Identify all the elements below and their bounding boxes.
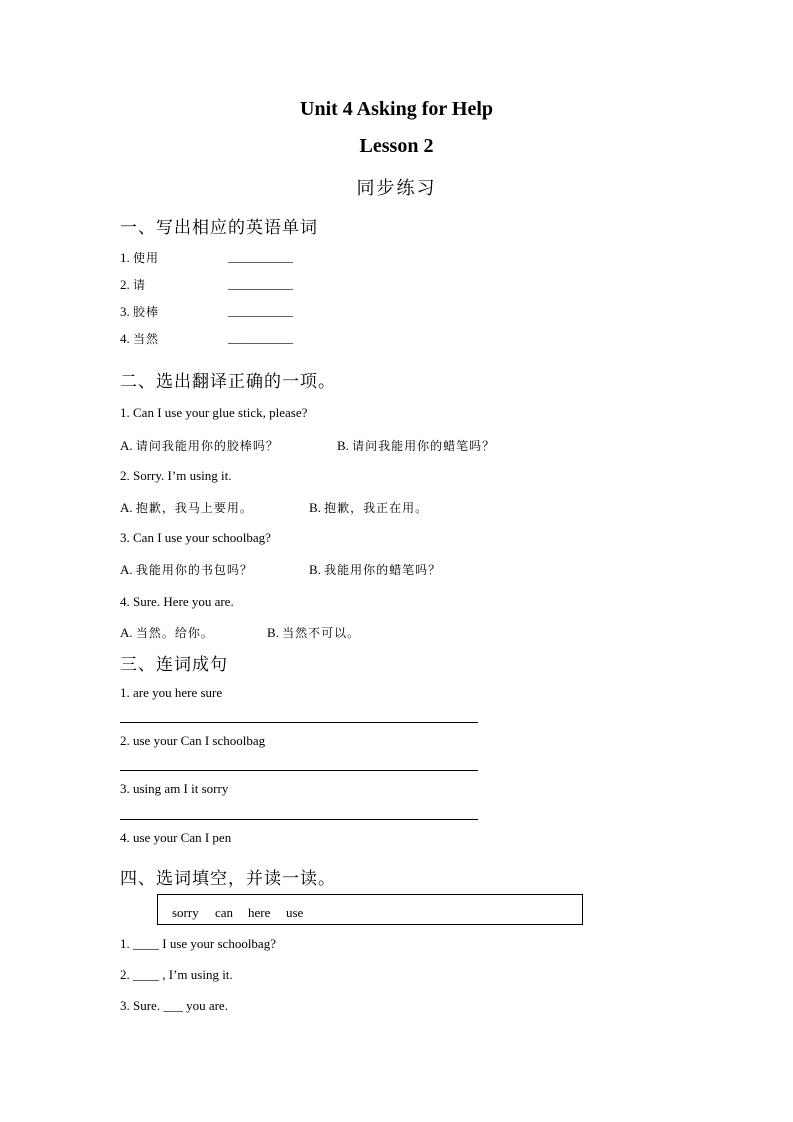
scrambled-words: 1. are you here sure	[120, 685, 223, 700]
fill-blank-item[interactable]: 2. ____ , I’m using it.	[120, 967, 233, 982]
question-text: 1. Can I use your glue stick, please?	[120, 405, 308, 420]
vocab-item	[120, 330, 159, 347]
word-bank-item: here	[248, 905, 271, 920]
option-b[interactable]	[337, 437, 495, 454]
option-a[interactable]	[120, 437, 279, 454]
option-label: A.	[120, 562, 133, 577]
answer-line[interactable]	[120, 770, 478, 771]
answer-blank[interactable]: __________	[228, 249, 293, 264]
word-bank-item: can	[215, 905, 234, 920]
scrambled-words: 3. using am I it sorry	[120, 781, 229, 796]
option-text: 当然。给你。	[135, 626, 214, 640]
item-number: 4.	[120, 331, 130, 346]
option-label: A.	[120, 500, 133, 515]
section-heading-2: 二、选出翻译正确的一项。	[120, 372, 336, 392]
section-heading-4: 四、选词填空，并读一读。	[120, 869, 336, 889]
option-label: B.	[337, 438, 349, 453]
option-a[interactable]	[120, 499, 253, 516]
scrambled-words: 4. use your Can I pen	[120, 830, 232, 845]
vocab-item	[120, 249, 159, 266]
option-label: A.	[120, 438, 133, 453]
option-b[interactable]	[309, 561, 441, 578]
question-text: 4. Sure. Here you are.	[120, 594, 234, 609]
word-bank-item: sorry	[172, 905, 199, 920]
option-a[interactable]	[120, 624, 214, 641]
option-label: B.	[267, 625, 279, 640]
option-label: A.	[120, 625, 133, 640]
page-title: Unit 4 Asking for Help	[300, 98, 493, 120]
fill-blank-item[interactable]: 1. ____ I use your schoolbag?	[120, 936, 276, 951]
lesson-title: Lesson 2	[359, 135, 434, 157]
option-a[interactable]	[120, 561, 253, 578]
option-text: 请问我能用你的蜡笔吗？	[352, 439, 496, 453]
item-chinese: 当然	[133, 332, 160, 346]
option-label: B.	[309, 562, 321, 577]
item-number: 2.	[120, 277, 130, 292]
vocab-item	[120, 276, 146, 293]
answer-blank[interactable]: __________	[228, 330, 293, 345]
option-text: 抱歉，我正在用。	[324, 501, 429, 515]
answer-blank[interactable]: __________	[228, 303, 293, 318]
option-label: B.	[309, 500, 321, 515]
word-bank	[157, 894, 583, 925]
word-bank-item: use	[286, 905, 304, 920]
section-heading-1: 一、写出相应的英语单词	[120, 218, 318, 238]
option-text: 抱歉，我马上要用。	[135, 501, 253, 515]
section-heading-3: 三、连词成句	[120, 655, 228, 675]
item-chinese: 请	[133, 278, 147, 292]
scrambled-words: 2. use your Can I schoolbag	[120, 733, 266, 748]
fill-blank-item[interactable]: 3. Sure. ___ you are.	[120, 998, 228, 1013]
question-text: 3. Can I use your schoolbag?	[120, 530, 271, 545]
item-chinese: 使用	[133, 251, 160, 265]
option-b[interactable]	[309, 499, 428, 516]
option-text: 我能用你的书包吗？	[135, 563, 253, 577]
option-text: 请问我能用你的胶棒吗？	[135, 439, 279, 453]
page-subtitle: 同步练习	[356, 178, 437, 199]
vocab-item	[120, 303, 159, 320]
answer-line[interactable]	[120, 722, 478, 723]
option-b[interactable]	[267, 624, 360, 641]
item-chinese: 胶棒	[133, 305, 160, 319]
item-number: 3.	[120, 304, 130, 319]
item-number: 1.	[120, 250, 130, 265]
answer-line[interactable]	[120, 819, 478, 820]
option-text: 我能用你的蜡笔吗？	[324, 563, 442, 577]
answer-blank[interactable]: __________	[228, 276, 293, 291]
question-text: 2. Sorry. I’m using it.	[120, 468, 232, 483]
option-text: 当然不可以。	[282, 626, 361, 640]
